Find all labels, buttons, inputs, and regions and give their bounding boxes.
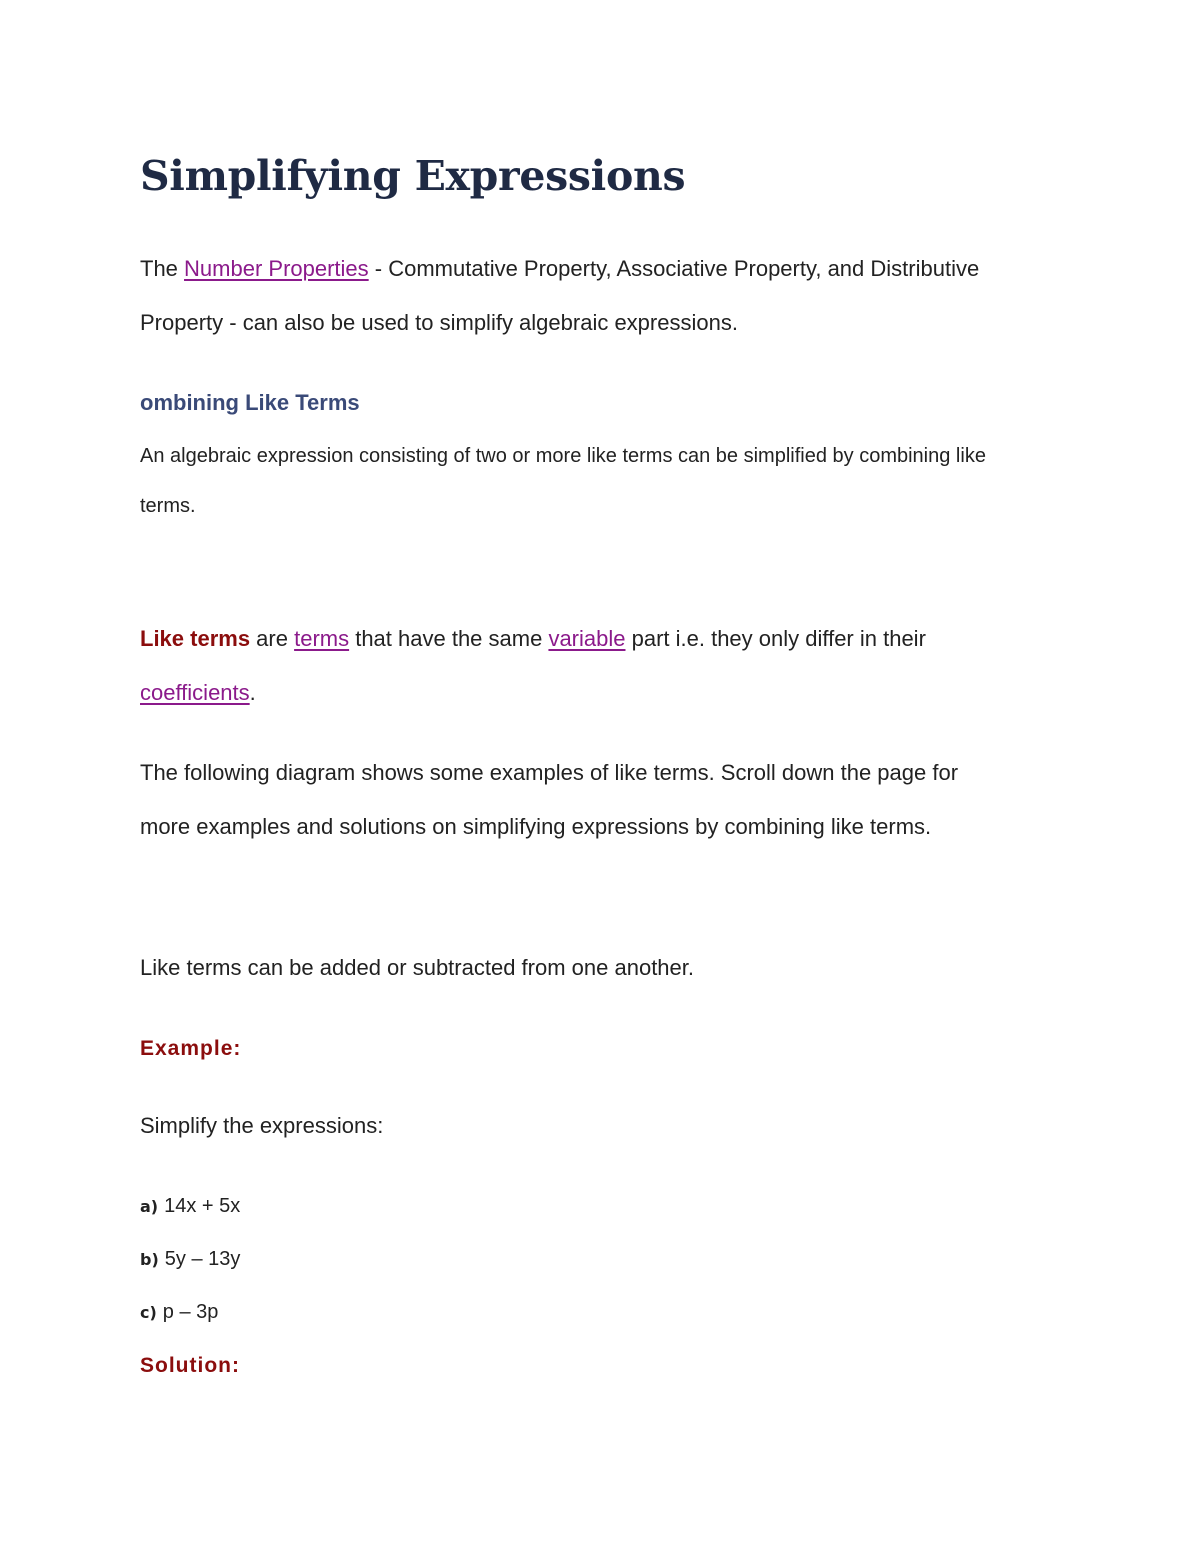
number-properties-link[interactable]: Number Properties (184, 256, 369, 281)
like-terms-text-1: are (250, 626, 295, 651)
intro-prefix: The (140, 256, 185, 281)
simplify-prompt: Simplify the expressions: (140, 1113, 384, 1138)
page-title: Simplifying Expressions (140, 152, 686, 200)
intro-paragraph (140, 242, 1060, 350)
add-subtract-paragraph: Like terms can be added or subtracted from one another. (140, 955, 694, 980)
like-terms-text-3: part i.e. they only differ in their (625, 626, 926, 651)
section-heading-combining-like-terms: ombining Like Terms (140, 390, 360, 415)
variable-link[interactable]: variable (548, 626, 626, 651)
item-expression: 5y – 13y (164, 1248, 241, 1270)
like-terms-text-2: that have the same (349, 626, 549, 651)
diagram-paragraph (140, 746, 1060, 854)
terms-link[interactable]: terms (294, 626, 350, 651)
definition-line1: An algebraic expression consisting of two or more like terms can be simplified by combining like (140, 445, 986, 467)
coefficients-link[interactable]: coefficients (140, 680, 250, 705)
diagram-line1: The following diagram shows some examples of like terms. Scroll down the page for (140, 760, 959, 785)
definition-line2: terms. (140, 495, 196, 517)
list-item (140, 1297, 1060, 1328)
diagram-line2: more examples and solutions on simplifying expressions by combining like terms. (140, 814, 932, 839)
item-expression: p – 3p (162, 1301, 219, 1323)
solution-label: Solution: (140, 1354, 240, 1377)
intro-line1-suffix: - Commutative Property, Associative Property, and Distributive (368, 256, 980, 281)
item-letter: a) (140, 1197, 159, 1216)
item-letter: b) (140, 1250, 159, 1269)
example-label: Example: (140, 1037, 242, 1060)
like-terms-text-4: . (249, 680, 256, 705)
intro-line2: Property - can also be used to simplify algebraic expressions. (140, 310, 738, 335)
list-item (140, 1191, 1060, 1222)
item-letter: c) (140, 1303, 157, 1322)
list-item (140, 1244, 1060, 1275)
definition-paragraph (140, 431, 1060, 531)
like-terms-paragraph (140, 612, 1060, 720)
like-terms-bold: Like terms (140, 626, 251, 651)
item-expression: 14x + 5x (164, 1195, 241, 1217)
